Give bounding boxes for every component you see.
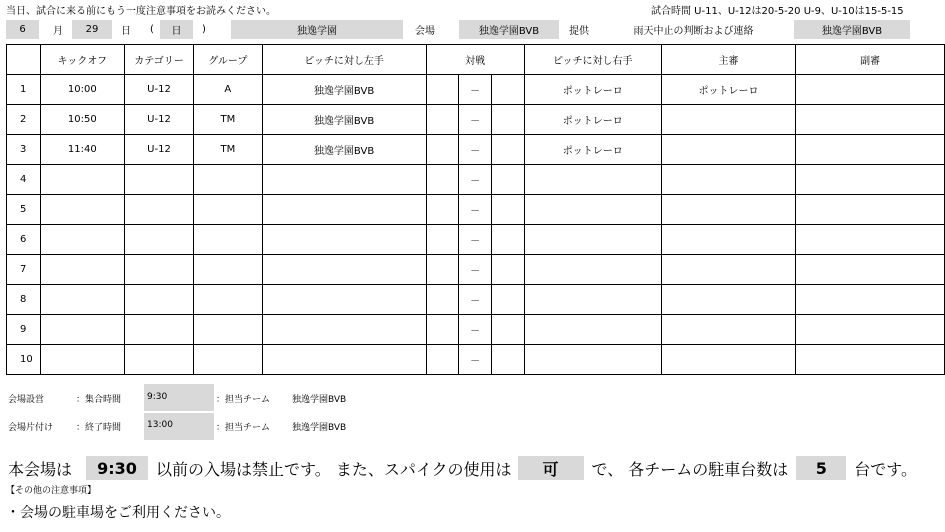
category-cell	[124, 195, 193, 225]
entry-text-3: で、 各チームの駐車台数は	[591, 459, 789, 479]
left-team-cell	[262, 255, 426, 285]
assistant-cell	[796, 105, 945, 135]
vs-left-cell	[426, 285, 459, 315]
left-team-cell	[262, 285, 426, 315]
date-weekday: 日	[160, 20, 193, 39]
left-team-cell	[262, 225, 426, 255]
assistant-cell	[796, 75, 945, 105]
right-team-cell	[524, 345, 661, 375]
setup-time-label: ：集合時間	[76, 395, 122, 405]
table-row	[7, 285, 945, 315]
left-team-cell: 独逸学園BVB	[262, 105, 426, 135]
entry-text-1: 本会場は	[8, 459, 73, 479]
table-row	[7, 105, 945, 135]
vs-right-cell	[492, 75, 525, 105]
category-cell: U-12	[124, 135, 193, 165]
row-number: 7	[7, 255, 41, 285]
row-number: 3	[7, 135, 41, 165]
referee-cell	[661, 285, 795, 315]
row-number: 9	[7, 315, 41, 345]
kickoff-cell: 10:00	[40, 75, 124, 105]
kickoff-cell	[40, 195, 124, 225]
vs-left-cell	[426, 135, 459, 165]
vs-right-cell	[492, 255, 525, 285]
referee-cell	[661, 345, 795, 375]
referee-cell	[661, 105, 795, 135]
entry-rule	[8, 456, 917, 480]
category-cell	[124, 315, 193, 345]
left-team-cell	[262, 315, 426, 345]
header-no	[7, 45, 41, 75]
right-team-cell	[524, 255, 661, 285]
header-right-team: ピッチに対し右手	[524, 45, 661, 75]
header-vs: 対戦	[426, 45, 524, 75]
date-month-label: 月	[53, 26, 63, 37]
left-team-cell	[262, 195, 426, 225]
cleanup-team: 独逸学園BVB	[292, 423, 347, 433]
vs-right-cell	[492, 285, 525, 315]
entry-text-4: 台です。	[854, 459, 918, 479]
right-team-cell	[524, 315, 661, 345]
referee-cell	[661, 255, 795, 285]
vs-dash: －	[459, 225, 492, 255]
group-cell	[194, 255, 263, 285]
referee-cell	[661, 195, 795, 225]
header-referee: 主審	[661, 45, 795, 75]
header-left-team: ピッチに対し左手	[262, 45, 426, 75]
vs-right-cell	[492, 345, 525, 375]
date-day-label: 日	[121, 26, 131, 37]
notice-text: 当日、試合に来る前にもう一度注意事項をお読みください。	[6, 6, 276, 17]
vs-right-cell	[492, 195, 525, 225]
date-day: 29	[72, 20, 112, 39]
left-team-cell	[262, 165, 426, 195]
vs-left-cell	[426, 345, 459, 375]
date-month: 6	[6, 20, 39, 39]
assistant-cell	[796, 195, 945, 225]
assistant-cell	[796, 315, 945, 345]
vs-left-cell	[426, 75, 459, 105]
right-team-cell: ポットレーロ	[524, 75, 661, 105]
vs-dash: －	[459, 135, 492, 165]
other-note-item: ・会場の駐車場をご利用ください。	[6, 505, 230, 521]
group-cell: A	[194, 75, 263, 105]
table-row	[7, 225, 945, 255]
left-team-cell	[262, 345, 426, 375]
assistant-cell	[796, 345, 945, 375]
setup-team: 独逸学園BVB	[292, 395, 347, 405]
kickoff-cell	[40, 345, 124, 375]
vs-left-cell	[426, 165, 459, 195]
cleanup-team-label: ：担当チーム	[216, 423, 271, 433]
row-number: 1	[7, 75, 41, 105]
right-team-cell: ポットレーロ	[524, 135, 661, 165]
vs-dash: －	[459, 75, 492, 105]
table-row	[7, 165, 945, 195]
table-row	[7, 135, 945, 165]
rain-label: 雨天中止の判断および連絡	[633, 26, 754, 37]
referee-cell: ポットレーロ	[661, 75, 795, 105]
category-cell: U-12	[124, 75, 193, 105]
vs-right-cell	[492, 225, 525, 255]
assistant-cell	[796, 165, 945, 195]
group-cell: TM	[194, 105, 263, 135]
entry-time: 9:30	[86, 456, 148, 480]
vs-left-cell	[426, 315, 459, 345]
assistant-cell	[796, 225, 945, 255]
header-group: グループ	[194, 45, 263, 75]
setup-label: 会場設営	[8, 395, 45, 405]
assistant-cell	[796, 285, 945, 315]
setup-time: 9:30	[144, 384, 214, 411]
row-number: 10	[7, 345, 41, 375]
table-row	[7, 75, 945, 105]
cleanup-label: 会場片付け	[8, 423, 54, 433]
referee-cell	[661, 225, 795, 255]
kickoff-cell	[40, 165, 124, 195]
category-cell	[124, 345, 193, 375]
table-row	[7, 345, 945, 375]
right-team-cell: ポットレーロ	[524, 105, 661, 135]
venue-label: 会場	[415, 26, 435, 37]
category-cell: U-12	[124, 105, 193, 135]
vs-dash: －	[459, 105, 492, 135]
vs-right-cell	[492, 105, 525, 135]
vs-left-cell	[426, 225, 459, 255]
row-number: 2	[7, 105, 41, 135]
provider-label: 提供	[569, 26, 589, 37]
table-row	[7, 255, 945, 285]
kickoff-cell	[40, 315, 124, 345]
vs-dash: －	[459, 195, 492, 225]
venue-name: 独逸学園BVB	[459, 20, 559, 39]
group-cell	[194, 345, 263, 375]
vs-left-cell	[426, 105, 459, 135]
group-cell	[194, 165, 263, 195]
row-number: 8	[7, 285, 41, 315]
category-cell	[124, 285, 193, 315]
group-cell	[194, 225, 263, 255]
kickoff-cell	[40, 285, 124, 315]
vs-right-cell	[492, 315, 525, 345]
setup-team-label: ：担当チーム	[216, 395, 271, 405]
row-number: 4	[7, 165, 41, 195]
vs-dash: －	[459, 165, 492, 195]
referee-cell	[661, 315, 795, 345]
table-row	[7, 195, 945, 225]
header-kickoff: キックオフ	[40, 45, 124, 75]
vs-left-cell	[426, 195, 459, 225]
assistant-cell	[796, 255, 945, 285]
right-team-cell	[524, 165, 661, 195]
group-cell: TM	[194, 135, 263, 165]
table-header-row	[7, 45, 945, 75]
kickoff-cell	[40, 255, 124, 285]
header-category: カテゴリー	[124, 45, 193, 75]
kickoff-cell: 11:40	[40, 135, 124, 165]
referee-cell	[661, 135, 795, 165]
cleanup-time: 13:00	[144, 413, 214, 440]
vs-dash: －	[459, 255, 492, 285]
group-cell	[194, 315, 263, 345]
date-paren-open: (	[150, 24, 154, 35]
row-number: 6	[7, 225, 41, 255]
vs-left-cell	[426, 255, 459, 285]
entry-text-2: 以前の入場は禁止です。 また、スパイクの使用は	[156, 459, 512, 479]
header-assistant: 副審	[796, 45, 945, 75]
rain-contact: 独逸学園BVB	[794, 20, 910, 39]
match-time-note: 試合時間 U-11、U-12は20-5-20 U-9、U-10は15-5-15	[651, 6, 904, 17]
spike-allowed: 可	[518, 456, 584, 480]
host-name: 独逸学園	[231, 20, 403, 39]
category-cell	[124, 255, 193, 285]
right-team-cell	[524, 225, 661, 255]
vs-right-cell	[492, 135, 525, 165]
category-cell	[124, 165, 193, 195]
right-team-cell	[524, 195, 661, 225]
parking-count: 5	[796, 456, 846, 480]
referee-cell	[661, 165, 795, 195]
vs-dash: －	[459, 345, 492, 375]
kickoff-cell	[40, 225, 124, 255]
vs-dash: －	[459, 315, 492, 345]
other-notes-title: 【その他の注意事項】	[6, 486, 97, 496]
assistant-cell	[796, 135, 945, 165]
vs-right-cell	[492, 165, 525, 195]
cleanup-time-label: ：終了時間	[76, 423, 122, 433]
group-cell	[194, 285, 263, 315]
date-paren-close: )	[202, 24, 206, 35]
vs-dash: －	[459, 285, 492, 315]
category-cell	[124, 225, 193, 255]
group-cell	[194, 195, 263, 225]
kickoff-cell: 10:50	[40, 105, 124, 135]
row-number: 5	[7, 195, 41, 225]
schedule-table	[6, 44, 945, 375]
right-team-cell	[524, 285, 661, 315]
left-team-cell: 独逸学園BVB	[262, 135, 426, 165]
left-team-cell: 独逸学園BVB	[262, 75, 426, 105]
table-row	[7, 315, 945, 345]
